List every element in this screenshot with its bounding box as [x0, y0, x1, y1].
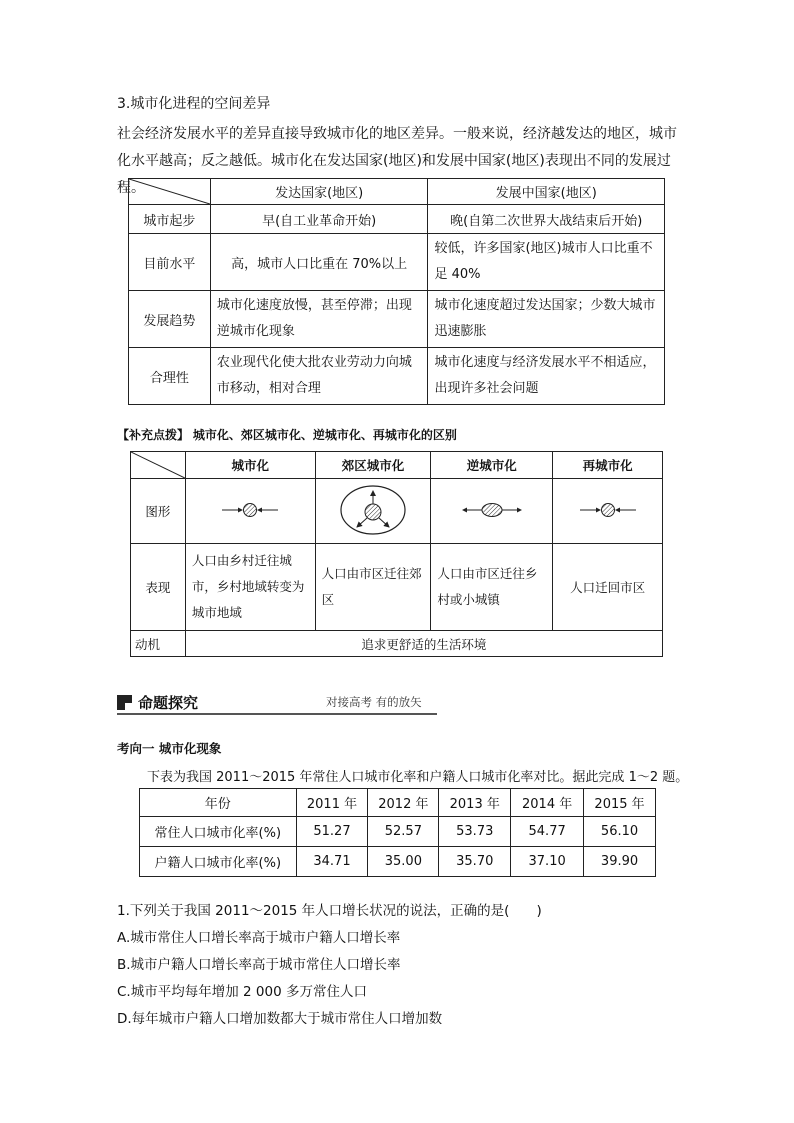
divider: [117, 713, 437, 715]
table-cell: 34.71: [296, 847, 368, 877]
paragraph-line: 社会经济发展水平的差异直接导致城市化的地区差异。一般来说，经济越发达的地区，城市: [117, 126, 677, 142]
column-header: 2012 年: [368, 789, 439, 817]
table-cell: 早(自工业革命开始): [210, 205, 428, 234]
urbanization-rate-table: [139, 788, 656, 877]
supplement-heading: [117, 426, 457, 443]
table-cell: 人口迁回市区: [553, 544, 663, 631]
column-header: 再城市化: [553, 452, 663, 479]
table-cell: 52.57: [368, 817, 439, 847]
question-group-label: 考向一 城市化现象: [117, 741, 222, 756]
question-stem: 1.下列关于我国 2011～2015 年人口增长状况的说法，正确的是( ): [117, 903, 542, 919]
column-header: 2014 年: [511, 789, 584, 817]
table-cell: 城市化速度放慢，甚至停滞；出现逆城市化现象: [210, 291, 428, 348]
column-header: 2013 年: [439, 789, 511, 817]
urbanization-diagram: [185, 479, 315, 544]
row-label: 常住人口城市化率(%): [140, 817, 297, 847]
column-header: 逆城市化: [431, 452, 553, 479]
table-cell: 39.90: [584, 847, 656, 877]
table-cell: 56.10: [584, 817, 656, 847]
row-label: 合理性: [129, 348, 211, 405]
row-label: 发展趋势: [129, 291, 211, 348]
column-header: 年份: [140, 789, 297, 817]
table-cell: 晚(自第二次世界大战结束后开始): [428, 205, 665, 234]
counter-urbanization-diagram: [431, 479, 553, 544]
suburbanization-diagram: [315, 479, 431, 544]
answer-option-c: C.城市平均每年增加 2 000 多万常住人口: [117, 984, 367, 1000]
column-header: 2015 年: [584, 789, 656, 817]
section-header-title: 命题探究: [138, 694, 199, 712]
reurbanization-diagram: [553, 479, 663, 544]
question-group-intro: 下表为我国 2011～2015 年常住人口城市化率和户籍人口城市化率对比。据此完成 1～2 题。: [147, 770, 689, 785]
table-cell: 城市化速度超过发达国家；少数大城市迅速膨胀: [428, 291, 665, 348]
table-cell: 53.73: [439, 817, 511, 847]
diagonal-header-cell: [129, 179, 211, 205]
section-title: 3.城市化进程的空间差异: [117, 96, 271, 112]
table-cell: 高，城市人口比重在 70%以上: [210, 234, 428, 291]
diagonal-header-cell: [131, 452, 186, 479]
section-header: [117, 692, 437, 716]
column-header: 发达国家(地区): [210, 179, 428, 205]
column-header: 城市化: [185, 452, 315, 479]
table-cell: 人口由市区迁往乡村或小城镇: [431, 544, 553, 631]
row-label: 城市起步: [129, 205, 211, 234]
urbanization-types-table: [130, 451, 663, 657]
column-header: 2011 年: [296, 789, 368, 817]
table-cell: 人口由乡村迁往城市，乡村地域转变为城市地域: [185, 544, 315, 631]
paragraph-line: 化水平越高；反之越低。城市化在发达国家(地区)和发展中国家(地区)表现出不同的发展过程。: [117, 153, 671, 196]
table-cell: 35.00: [368, 847, 439, 877]
answer-option-d: D.每年城市户籍人口增加数都大于城市常住人口增加数: [117, 1011, 443, 1027]
table-cell: 人口由市区迁往郊区: [315, 544, 431, 631]
table-cell: 农业现代化使大批农业劳动力向城市移动，相对合理: [210, 348, 428, 405]
row-label: 动机: [131, 631, 186, 657]
table-cell: 追求更舒适的生活环境: [185, 631, 662, 657]
row-label: 户籍人口城市化率(%): [140, 847, 297, 877]
table-cell: 54.77: [511, 817, 584, 847]
row-label: 图形: [131, 479, 186, 544]
table-cell: 35.70: [439, 847, 511, 877]
column-header: 郊区城市化: [315, 452, 431, 479]
row-label: 表现: [131, 544, 186, 631]
column-header: 发展中国家(地区): [428, 179, 665, 205]
table-cell: 37.10: [511, 847, 584, 877]
answer-option-a: A.城市常住人口增长率高于城市户籍人口增长率: [117, 930, 401, 946]
section-marker-icon: [117, 695, 132, 710]
answer-option-b: B.城市户籍人口增长率高于城市常住人口增长率: [117, 957, 401, 973]
table-cell: 城市化速度与经济发展水平不相适应，出现许多社会问题: [428, 348, 665, 405]
comparison-table: [128, 178, 665, 405]
section-header-subtitle: 对接高考 有的放矢: [326, 695, 422, 709]
table-cell: 51.27: [296, 817, 368, 847]
table-cell: 较低，许多国家(地区)城市人口比重不足 40%: [428, 234, 665, 291]
supplement-title: 城市化、郊区城市化、逆城市化、再城市化的区别: [192, 428, 457, 442]
supplement-tag: 【补充点拨】: [117, 428, 190, 442]
question-1: [117, 898, 542, 1033]
row-label: 目前水平: [129, 234, 211, 291]
